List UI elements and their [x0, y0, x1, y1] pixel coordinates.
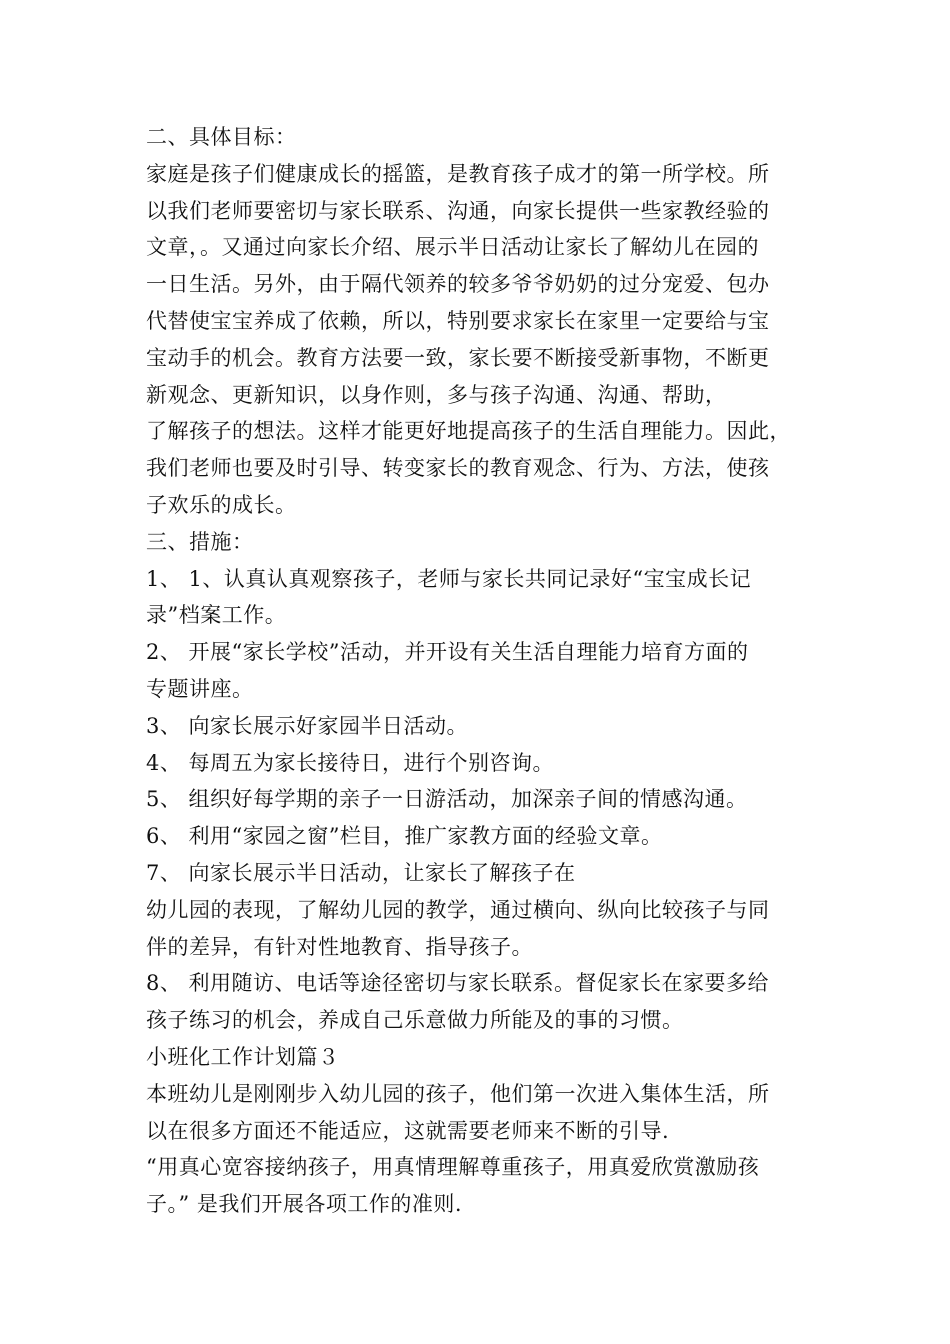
document-body — [146, 119, 826, 1223]
paragraph-line: 以我们老师要密切与家长联系、沟通，向家长提供一些家教经验的 — [146, 198, 770, 223]
paragraph-line: 本班幼儿是刚刚步入幼儿园的孩子，他们第一次进入集体生活，所 — [146, 1081, 770, 1106]
list-item-3: 3、 向家长展示好家园半日活动。 — [146, 713, 469, 738]
list-item-7-continued: 伴的差异，有针对性地教育、指导孩子。 — [146, 934, 533, 959]
paragraph-line: 了解孩子的想法。这样才能更好地提高孩子的生活自理能力。因此， — [146, 419, 791, 444]
paragraph-line: 我们老师也要及时引导、转变家长的教育观念、行为、方法，使孩 — [146, 456, 770, 481]
quote-line: 子。” 是我们开展各项工作的准则. — [146, 1192, 463, 1217]
list-item-7-continued: 幼儿园的表现，了解幼儿园的教学，通过横向、纵向比较孩子与同 — [146, 897, 770, 922]
paragraph-line: 子欢乐的成长。 — [146, 492, 297, 517]
section-heading-goals: 二、具体目标： — [146, 125, 297, 149]
list-item-7: 7、 向家长展示半日活动，让家长了解孩子在 — [146, 860, 576, 885]
paragraph-line: 以在很多方面还不能适应，这就需要老师来不断的引导. — [146, 1118, 670, 1143]
list-item-4: 4、 每周五为家长接待日，进行个别咨询。 — [146, 750, 555, 775]
paragraph-line: 新观念、更新知识，以身作则，多与孩子沟通、沟通、帮助， — [146, 382, 727, 407]
paragraph-line: 文章，。又通过向家长介绍、展示半日活动让家长了解幼儿在园的 — [146, 235, 759, 260]
paragraph-line: 家庭是孩子们健康成长的摇篮，是教育孩子成才的第一所学校。所 — [146, 161, 770, 186]
list-item-1: 1、 1、认真认真观察孩子，老师与家长共同记录好“宝宝成长记 — [146, 566, 752, 591]
section-title-plan-3: 小班化工作计划篇３ — [146, 1044, 340, 1069]
paragraph-line: 代替使宝宝养成了依赖，所以，特别要求家长在家里一定要给与宝 — [146, 308, 770, 333]
list-item-2-continued: 专题讲座。 — [146, 676, 254, 701]
list-item-8-continued: 孩子练习的机会，养成自己乐意做力所能及的事的习惯。 — [146, 1008, 684, 1033]
quote-line: “用真心宽容接纳孩子，用真情理解尊重孩子，用真爱欣赏激励孩 — [146, 1155, 760, 1180]
list-item-5: 5、 组织好每学期的亲子一日游活动，加深亲子间的情感沟通。 — [146, 787, 748, 812]
list-item-8: 8、 利用随访、电话等途径密切与家长联系。督促家长在家要多给 — [146, 971, 770, 996]
section-heading-measures: 三、措施： — [146, 529, 254, 554]
paragraph-line: 一日生活。另外，由于隔代领养的较多爷爷奶奶的过分宠爱、包办 — [146, 272, 770, 297]
paragraph-line: 宝动手的机会。教育方法要一致，家长要不断接受新事物，不断更 — [146, 345, 770, 370]
list-item-2: 2、 开展“家长学校”活动，并开设有关生活自理能力培育方面的 — [146, 640, 749, 665]
list-item-1-continued: 录”档案工作。 — [146, 603, 287, 628]
list-item-6: 6、 利用“家园之窗”栏目，推广家教方面的经验文章。 — [146, 824, 663, 849]
